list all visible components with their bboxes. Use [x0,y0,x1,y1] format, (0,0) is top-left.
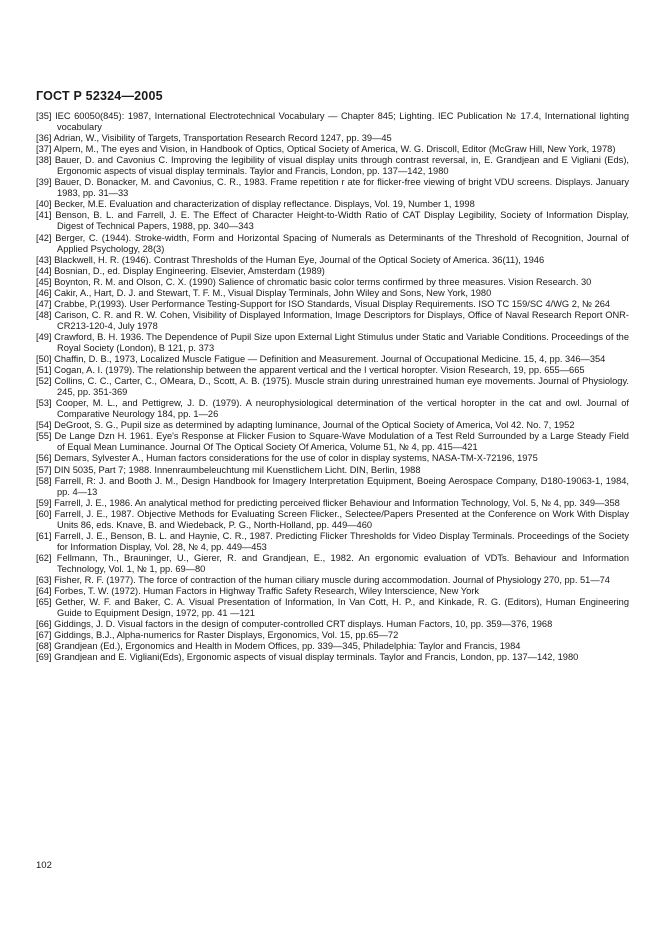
reference-number: [39] [36,177,52,188]
reference-text: Giddings, B.J., Alpha-numerics for Raster Displays, Ergonomics, Vol. 15, pp.65—72 [54,630,399,641]
reference-number: [54] [36,420,52,431]
reference-number: [36] [36,133,52,144]
reference-text: IEC 60050(845): 1987, International Electrotechnical Vocabulary — Chapter 845; Lighting. IEC Publication № 17.4, International lighting vocabulary [55,111,629,133]
reference-number: [46] [36,287,52,298]
page-number: 102 [36,860,52,871]
reference-entry [36,277,629,288]
reference-text: Blackwell, H. R. (1946). Contrast Thresholds of the Human Eye, Journal of the Optical Society of America. 36(11), 1946 [54,254,545,265]
reference-list [36,111,629,663]
reference-text: Cakir, A., Hart, D. J. and Stewart, T. F. M., Visual Display Terminals, John Wiley and Sons, New York, 1980 [54,287,492,298]
reference-text: Fisher, R. F. (1977). The force of contraction of the human ciliary muscle during accommodation. Journal of Physiology 270, pp. 51—74 [54,574,610,585]
reference-entry [36,111,629,133]
reference-text: Berger, C. (1944). Stroke-width, Form and Horizontal Spacing of Numerals as Determinants of the Threshold of Recognition, Journal of Applied Psychology, 28(3) [55,232,629,254]
reference-number: [37] [36,144,52,155]
reference-entry [36,476,629,498]
reference-text: Bauer, D. Bonacker, M. and Cavonius, C. R., 1983. Frame repetition r ate for flicker-free viewing of bright VDU screens. Displays. January 1983, pp. 31—33 [54,177,629,199]
document-standard-header: ГОСТ Р 52324—2005 [36,89,163,103]
reference-text: Farrell, J. E., 1987. Objective Methods for Evaluating Screen Flicker., Selectee/Papers Presented at the Conference on Work With Display Units 86, eds. Knave, B. and Wiedeback, P. G., North-Holland, pp. 449—460 [54,508,629,530]
reference-entry [36,233,629,255]
reference-text: Farrell, R: J. and Booth J. M., Design Handbook for Imagery Interpretation Equipment, Boeing Aerospace Company, D180-19063-1, 1984, pp. 4—13 [54,475,629,497]
reference-number: [50] [36,354,52,365]
reference-text: Grandjean (Ed.), Ergonomics and Health in Modem Offices, pp. 339—345, Philadelphia: Taylor and Francis, 1984 [54,641,521,652]
reference-text: Benson, B. L. and Farrell, J. E. The Effect of Character Height-to-Width Ratio of CAT Display Legibility, Society of Information Display, Digest of Technical Papers, 1988, pp. 340—343 [55,210,629,232]
reference-entry [36,133,629,144]
reference-number: [35] [36,111,52,121]
reference-number: [66] [36,619,52,630]
reference-number: [51] [36,365,52,376]
reference-number: [52] [36,376,52,387]
reference-number: [68] [36,641,52,652]
reference-text: Forbes, T. W. (1972). Human Factors in Highway Traffic Safety Research, Wiley Interscience, New York [54,586,480,597]
reference-number: [63] [36,574,52,585]
reference-entry [36,354,629,365]
reference-text: Adrian, W., Visibility of Targets, Transportation Research Record 1247, pp. 39—45 [53,133,392,144]
reference-number: [65] [36,597,52,608]
reference-number: [61] [36,530,52,541]
reference-entry [36,586,629,597]
reference-text: Carison, C. R. and R. W. Cohen, Visibility of Displayed Information, Image Descriptors for Displays, Office of Naval Research Report ONR-CR213-120-4, July 1978 [54,309,629,331]
reference-number: [58] [36,475,52,486]
reference-number: [59] [36,497,52,508]
reference-number: [67] [36,630,52,641]
reference-entry [36,398,629,420]
reference-entry [36,310,629,332]
reference-entry [36,332,629,354]
reference-number: [53] [36,398,52,409]
reference-entry [36,365,629,376]
reference-entry [36,641,629,652]
reference-text: Alpern, M., The eyes and Vision, in Handbook of Optics, Optical Society of America, W. G. Driscoll, Editor (McGraw Hill, New York, 1978) [53,144,616,155]
reference-number: [44] [36,265,52,276]
reference-text: DeGroot, S. G., Pupil size as determined by adapting luminance, Journal of the Optical Society of America, Vol 42. No. 7, 1952 [54,420,575,431]
reference-number: [60] [36,508,52,519]
reference-entry [36,509,629,531]
reference-entry [36,376,629,398]
reference-entry [36,155,629,177]
reference-entry [36,630,629,641]
reference-entry [36,531,629,553]
reference-number: [64] [36,586,52,597]
reference-entry [36,266,629,277]
reference-number: [45] [36,276,52,287]
reference-entry [36,288,629,299]
reference-entry [36,199,629,210]
reference-text: Boynton, R. M. and Olson, C. X. (1990) Salience of chromatic basic color terms confirmed by three measures. Vision Research. 30 [54,276,592,287]
reference-entry [36,652,629,663]
reference-number: [42] [36,232,52,243]
reference-number: [57] [36,464,52,475]
reference-text: DIN 5035, Part 7; 1988. Innenraumbeleuchtung mil Kuenstlichem Licht. DIN, Berlin, 1988 [54,464,421,475]
reference-number: [69] [36,652,52,663]
reference-number: [47] [36,298,52,309]
reference-entry [36,498,629,509]
reference-number: [41] [36,210,52,221]
reference-entry [36,144,629,155]
reference-entry [36,597,629,619]
reference-entry [36,420,629,431]
reference-text: Collins, C. C., Carter, C., OMeara, D., Scott, A. B. (1975). Muscle strain during unrestrained human eye movements. Journal of Physiology. 245, pp. 351-369 [54,376,629,398]
reference-text: De Lange Dzn H. 1961. Eye's Response at Flicker Fusion to Square-Wave Modulation of a Test Reld Surrounded by a Large Steady Field of Equal Mean Luminance. Journal Of The Optical Society Of America, Volume 51, № 4, pp. 415—421 [54,431,629,453]
reference-text: Chaffin, D. B., 1973, Localized Muscle Fatigue — Definition and Measurement. Journal of Occupational Medicine. 15, 4, pp. 346—354 [54,354,606,365]
reference-text: Fellmann, Th., Brauninger, U., Gierer, R. and Grandjean, E., 1982. An ergonomic evaluation of VDTs. Behaviour and Information Technology, Vol. 1, № 1, pp. 69—80 [56,552,629,574]
reference-text: Crawford, B. H. 1936. The Dependence of Pupil Size upon External Light Stimulus under Static and Variable Conditions. Proceedings of the Royal Society (London), B 121, p. 373 [54,331,629,353]
reference-text: Crabbe, P.(1993). User Performance Testing-Support for ISO Standards, Visual Display Requirements. ISO TC 159/SC 4/WG 2, № 264 [54,298,611,309]
reference-number: [38] [36,155,52,166]
reference-text: Becker, M.E. Evaluation and characterization of display reflectance. Displays, Vol. 19, Number 1, 1998 [54,199,475,210]
reference-entry [36,453,629,464]
reference-number: [40] [36,199,52,210]
reference-text: Grandjean and E. Vigliani(Eds), Ergonomic aspects of visual display terminals. Taylor and Francis, London, pp. 137—142, 1980 [54,652,579,663]
reference-entry [36,210,629,232]
reference-entry [36,465,629,476]
reference-text: Cooper, M. L., and Pettigrew, J. D. (1979). A neurophysiological determination of the vertical horopter in the cat and owl. Journal of Comparative Neurology 184, pp. 1—26 [55,398,629,420]
reference-entry [36,299,629,310]
reference-entry [36,619,629,630]
reference-entry [36,255,629,266]
reference-number: [56] [36,453,52,464]
reference-number: [49] [36,331,52,342]
reference-text: Giddings, J. D. Visual factors in the design of computer-controlled CRT displays. Human Factors, 10, pp. 359—376, 1968 [54,619,553,630]
reference-text: Farrell, J. E., Benson, B. L. and Haynie, C. R., 1987. Predicting Flicker Thresholds for Video Display Terminals. Proceedings of the Society for Information Display, Vol. 28, № 4, pp. 449—453 [54,530,629,552]
reference-text: Bauer, D. and Cavonius C. Improving the legibility of visual display units through contrast reversal, in, E. Grandjean and E Vigliani (Eds), Ergonomic aspects of visual display terminals. Taylor and Francis, London, pp. 137—142, 1980 [54,155,629,177]
reference-entry [36,177,629,199]
reference-entry [36,431,629,453]
reference-text: Bosnian, D., ed. Display Engineering. Elsevier, Amsterdam (1989) [54,265,325,276]
reference-text: Demars, Sylvester A., Human factors considerations for the use of color in display systems, NASA-TM-X-72196, 1975 [54,453,538,464]
reference-number: [43] [36,254,52,265]
reference-text: Cogan, A. I. (1979). The relationship between the apparent vertical and the I vertical horopter. Vision Research, 19, pp. 655—665 [54,365,585,376]
reference-entry [36,575,629,586]
reference-text: Gether, W. F. and Baker, C. A. Visual Presentation of Information, In Van Cott, H. P., and Kinkade, R. G. (Editors), Human Engineering Guide to Equipment Design, 1972, pp. 41 —121 [55,597,629,619]
reference-entry [36,553,629,575]
reference-number: [62] [36,552,52,563]
reference-number: [55] [36,431,52,442]
reference-number: [48] [36,309,52,320]
reference-text: Farrell, J. E., 1986. An analytical method for predicting perceived flicker Behaviour and Information Technology, Vol. 5, № 4, pp. 349—358 [54,497,620,508]
